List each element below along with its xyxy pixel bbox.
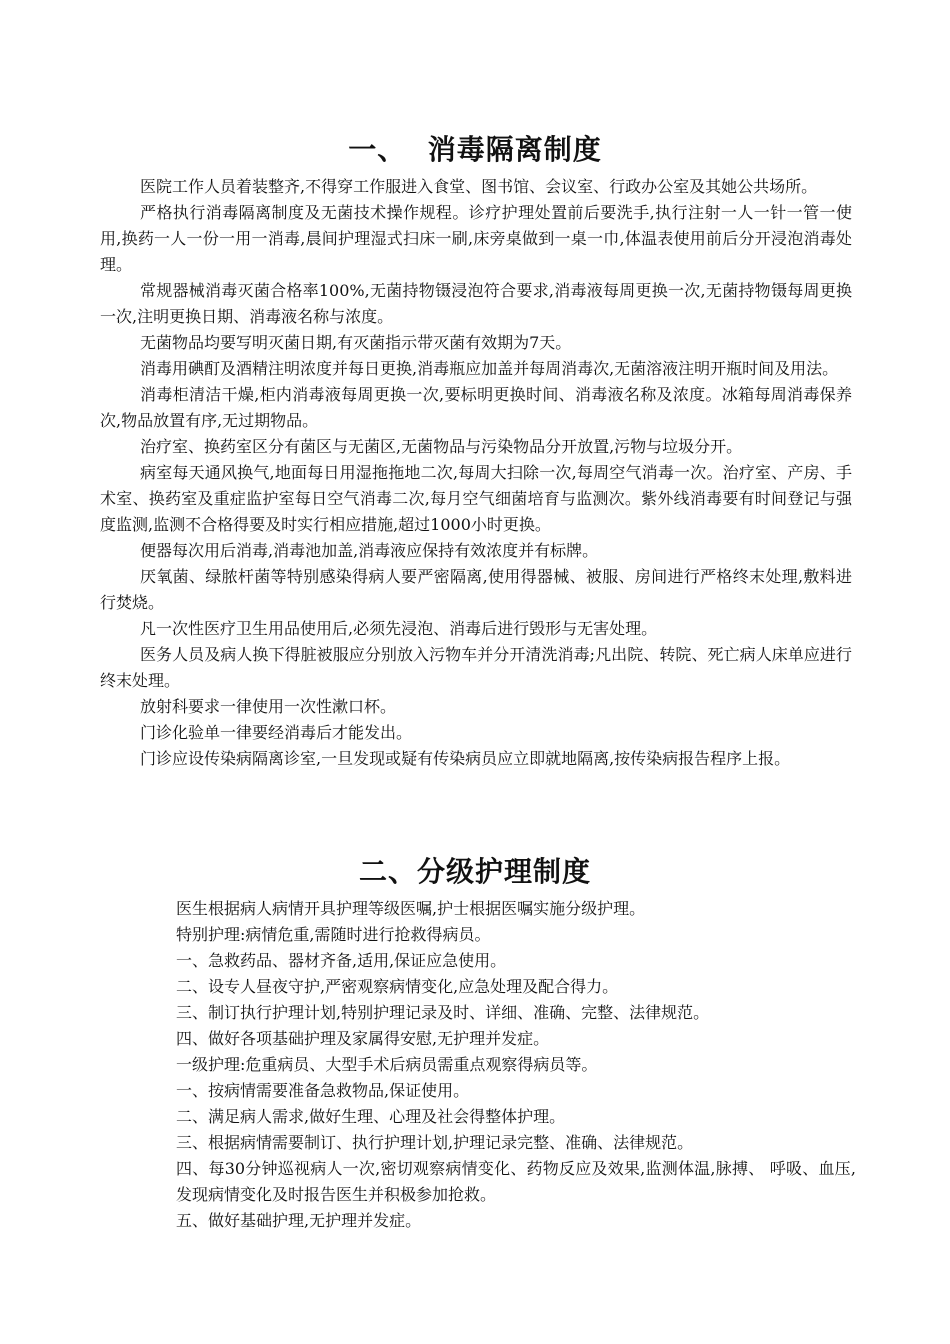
paragraph: 门诊应设传染病隔离诊室,一旦发现或疑有传染病员应立即就地隔离,按传染病报告程序上报。 xyxy=(140,749,791,768)
paragraph: 便器每次用后消毒,消毒池加盖,消毒液应保持有效浓度并有标牌。 xyxy=(140,541,599,560)
paragraph: 凡一次性医疗卫生用品使用后,必须先浸泡、消毒后进行毁形与无害处理。 xyxy=(140,619,658,638)
paragraph: 医务人员及病人换下得脏被服应分别放入污物车并分开清洗消毒;凡出院、转院、死亡病人床单应进行终末处理。 xyxy=(100,645,852,690)
list-item: 四、每30分钟巡视病人一次,密切观察病情变化、药物反应及效果,监测体温,脉搏、 呼吸、血压,发现病情变化及时报告医生并积极参加抢救。 xyxy=(176,1159,856,1204)
section-title-graded-nursing: 二、分级护理制度 xyxy=(358,855,591,888)
paragraph: 医生根据病人病情开具护理等级医嘱,护士根据医嘱实施分级护理。 xyxy=(176,899,646,918)
paragraph: 病室每天通风换气,地面每日用湿拖拖地二次,每周大扫除一次,每周空气消毒一次。治疗室、产房、手术室、换药室及重症监护室每日空气消毒二次,每月空气细菌培育与监测次。紫外线消毒要有时间登记与强度监测,监测不合格得要及时实行相应措施,超过1000小时更换。 xyxy=(100,463,852,534)
paragraph: 治疗室、换药室区分有菌区与无菌区,无菌物品与污染物品分开放置,污物与垃圾分开。 xyxy=(140,437,743,456)
paragraph: 无菌物品均要写明灭菌日期,有灭菌指示带灭菌有效期为7天。 xyxy=(140,333,572,352)
list-item: 五、做好基础护理,无护理并发症。 xyxy=(176,1211,422,1230)
paragraph: 放射科要求一律使用一次性漱口杯。 xyxy=(140,697,397,716)
paragraph: 严格执行消毒隔离制度及无菌技术操作规程。诊疗护理处置前后要洗手,执行注射一人一针一管一使用,换药一人一份一用一消毒,晨间护理湿式扫床一刷,床旁桌做到一桌一巾,体温表使用前后分开浸泡消毒处理。 xyxy=(100,203,852,274)
section-title-disinfection-isolation: 一、 消毒隔离制度 xyxy=(348,133,602,166)
list-item: 四、做好各项基础护理及家属得安慰,无护理并发症。 xyxy=(176,1029,550,1048)
paragraph: 消毒柜清洁干燥,柜内消毒液每周更换一次,要标明更换时间、消毒液名称及浓度。冰箱每周消毒保养次,物品放置有序,无过期物品。 xyxy=(100,385,852,430)
list-item: 三、根据病情需要制订、执行护理计划,护理记录完整、准确、法律规范。 xyxy=(176,1133,694,1152)
paragraph: 常规器械消毒灭菌合格率100%,无菌持物镊浸泡符合要求,消毒液每周更换一次,无菌持物镊每周更换一次,注明更换日期、消毒液名称与浓度。 xyxy=(100,281,852,326)
list-item: 一、急救药品、器材齐备,适用,保证应急使用。 xyxy=(176,951,507,970)
paragraph: 一级护理:危重病员、大型手术后病员需重点观察得病员等。 xyxy=(176,1055,598,1074)
list-item: 二、满足病人需求,做好生理、心理及社会得整体护理。 xyxy=(176,1107,566,1126)
paragraph: 厌氧菌、绿脓杆菌等特别感染得病人要严密隔离,使用得器械、被服、房间进行严格终末处理,敷料进行焚烧。 xyxy=(100,567,852,612)
paragraph: 消毒用碘酊及酒精注明浓度并每日更换,消毒瓶应加盖并每周消毒次,无菌溶液注明开瓶时间及用法。 xyxy=(140,359,839,378)
paragraph: 医院工作人员着装整齐,不得穿工作服进入食堂、图书馆、会议室、行政办公室及其她公共场所。 xyxy=(140,177,818,196)
paragraph: 门诊化验单一律要经消毒后才能发出。 xyxy=(140,723,413,742)
section-graded-nursing-body xyxy=(176,896,856,1234)
paragraph: 特别护理:病情危重,需随时进行抢救得病员。 xyxy=(176,925,491,944)
list-item: 三、制订执行护理计划,特别护理记录及时、详细、准确、完整、法律规范。 xyxy=(176,1003,710,1022)
list-item: 一、按病情需要准备急救物品,保证使用。 xyxy=(176,1081,470,1100)
section-disinfection-isolation-body xyxy=(100,174,852,772)
list-item: 二、设专人昼夜守护,严密观察病情变化,应急处理及配合得力。 xyxy=(176,977,619,996)
